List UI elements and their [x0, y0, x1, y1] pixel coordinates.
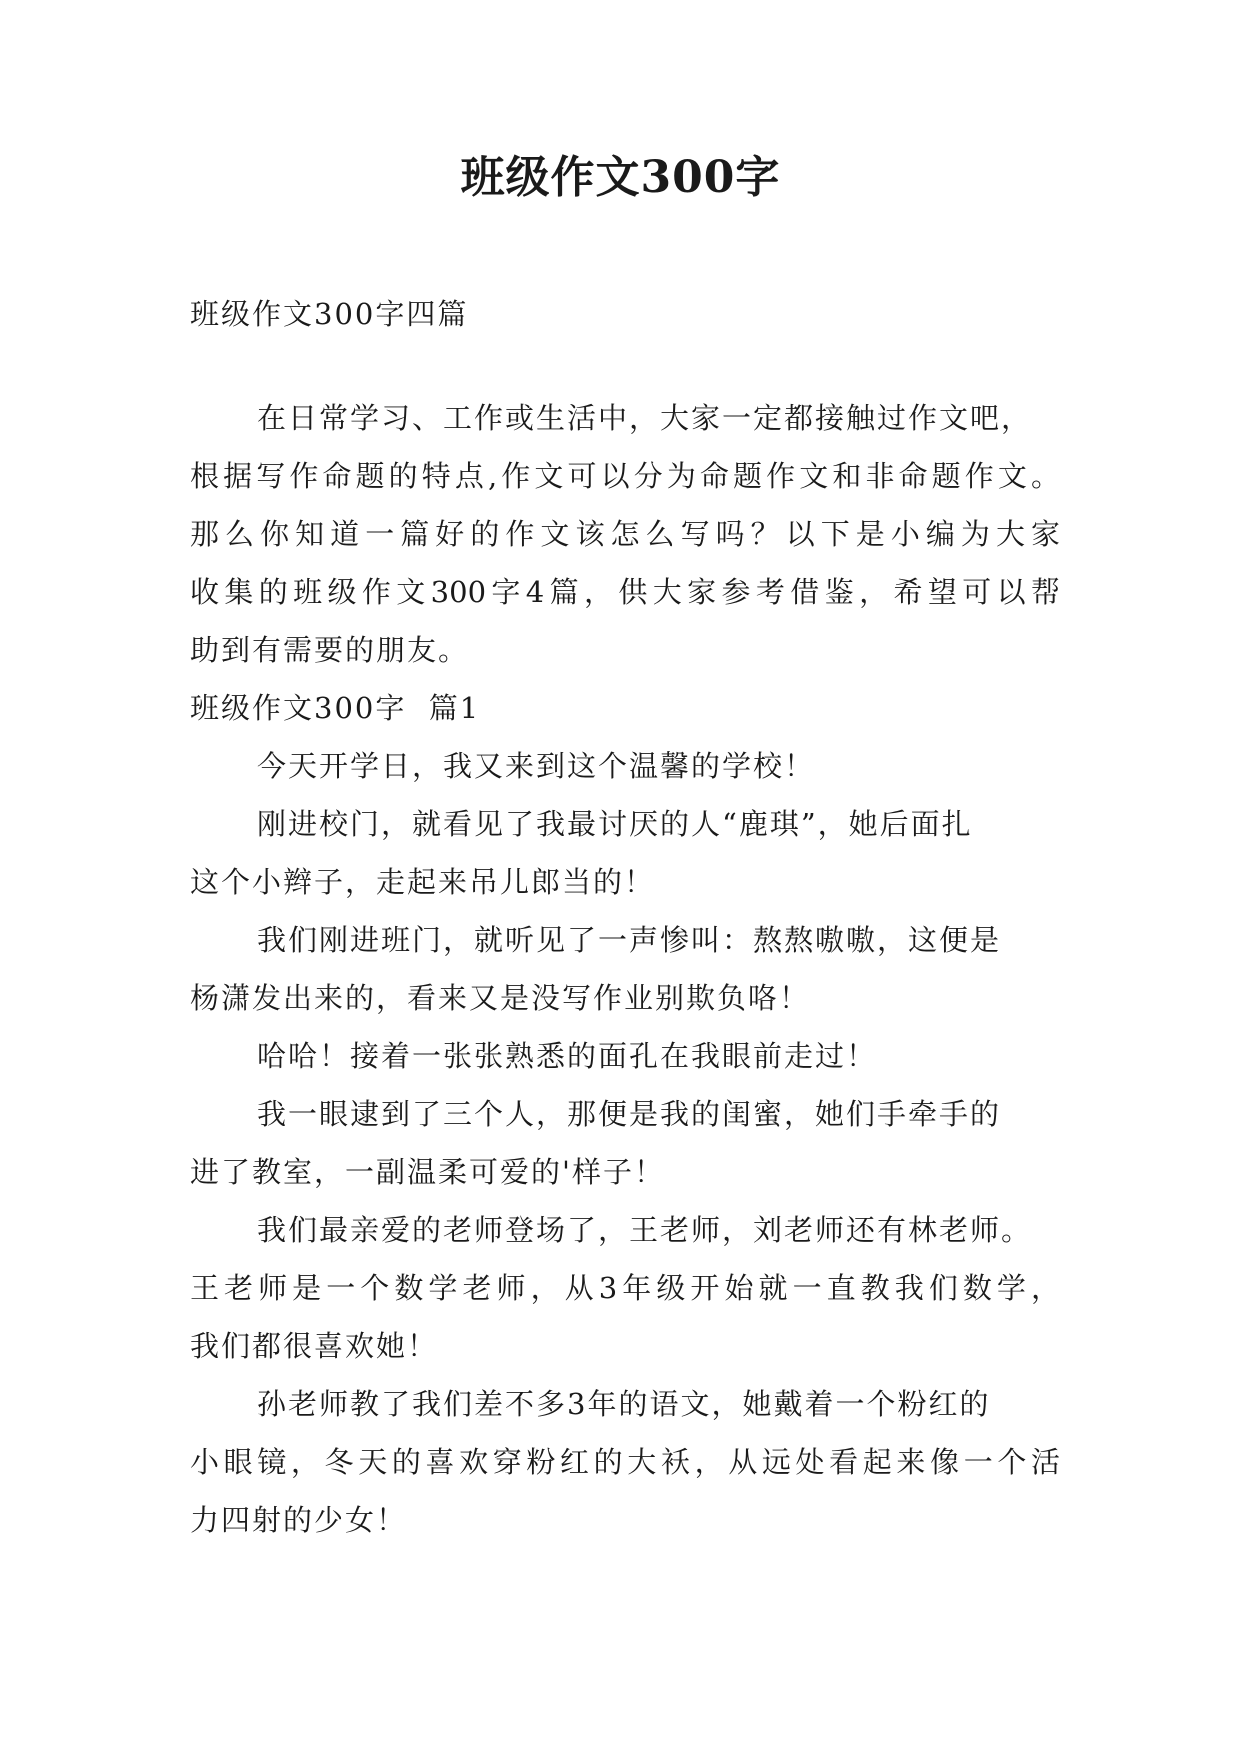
paragraph-line: 孙老师教了我们差不多3年的语文，她戴着一个粉红的 [257, 1387, 991, 1421]
paragraph-line: 今天开学日，我又来到这个温馨的学校！ [257, 749, 816, 783]
paragraph-line: 我们都很喜欢她！ [190, 1329, 439, 1363]
paragraph-line: 这个小辫子，走起来吊儿郎当的！ [190, 865, 656, 899]
paragraph-line: 小眼镜，冬天的喜欢穿粉红的大袄，从远处看起来像一个活 [190, 1445, 1060, 1479]
paragraph-line: 力四射的少女！ [190, 1503, 408, 1537]
paragraph-line: 哈哈！接着一张张熟悉的面孔在我眼前走过！ [257, 1039, 878, 1073]
document-body [190, 285, 1060, 1549]
paragraph-line: 杨潇发出来的，看来又是没写作业别欺负咯！ [190, 981, 811, 1015]
paragraph-line: 我们最亲爱的老师登场了，王老师，刘老师还有林老师。 [257, 1213, 1033, 1247]
paragraph-line: 收集的班级作文300字4篇，供大家参考借鉴，希望可以帮 [190, 575, 1060, 609]
paragraph-line: 王老师是一个数学老师，从3年级开始就一直教我们数学， [190, 1271, 1060, 1305]
paragraph-line: 我一眼逮到了三个人，那便是我的闺蜜，她们手牵手的 [257, 1097, 1002, 1131]
paragraph-line: 进了教室，一副温柔可爱的'样子！ [190, 1155, 665, 1189]
paragraph-line: 助到有需要的朋友。 [190, 633, 470, 667]
section-heading: 班级作文300字 篇1 [190, 691, 481, 725]
paragraph-line: 那么你知道一篇好的作文该怎么写吗？以下是小编为大家 [190, 517, 1060, 551]
paragraph-line: 在日常学习、工作或生活中，大家一定都接触过作文吧， [257, 401, 1033, 435]
paragraph-line: 刚进校门，就看见了我最讨厌的人“鹿琪”，她后面扎 [257, 807, 973, 841]
paragraph-line: 我们刚进班门，就听见了一声惨叫：熬熬嗷嗷，这便是 [257, 923, 1002, 957]
document-title: 班级作文300字 [460, 152, 781, 203]
paragraph-line: 根据写作命题的特点,作文可以分为命题作文和非命题作文。 [190, 459, 1060, 493]
document-subtitle: 班级作文300字四篇 [190, 297, 469, 331]
